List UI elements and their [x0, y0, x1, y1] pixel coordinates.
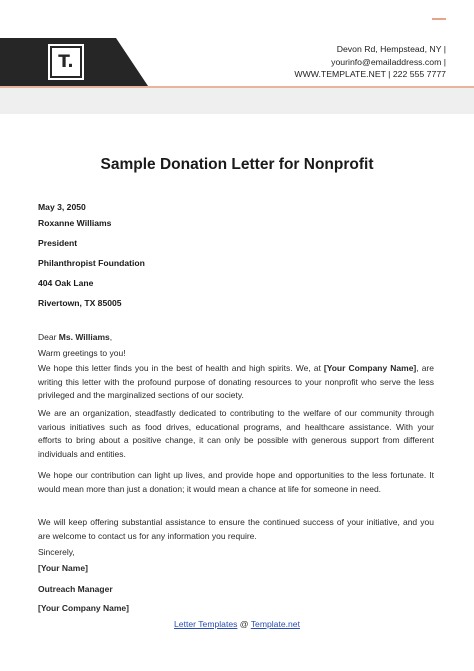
- footer-link-letter-templates[interactable]: Letter Templates: [174, 619, 238, 629]
- recipient-street: 404 Oak Lane: [38, 278, 94, 288]
- company-logo: [50, 46, 82, 78]
- letterhead: [0, 38, 474, 86]
- greeting: Warm greetings to you!: [38, 348, 126, 358]
- footer-separator: @: [237, 619, 251, 629]
- sender-name: [Your Name]: [38, 563, 88, 573]
- logo-letter: T.: [58, 52, 74, 72]
- letter-date: May 3, 2050: [38, 202, 86, 212]
- contact-email: yourinfo@emailaddress.com |: [331, 56, 446, 67]
- closing: Sincerely,: [38, 547, 75, 557]
- accent-dash: [432, 18, 446, 20]
- paragraph-1: [38, 362, 434, 403]
- paragraph-1-company: [Your Company Name]: [323, 363, 417, 373]
- header-gray-band: [0, 88, 474, 114]
- salutation-name: Ms. Williams: [58, 332, 110, 342]
- footer: [0, 619, 474, 629]
- sender-company: [Your Company Name]: [38, 603, 129, 613]
- paragraph-4: We will keep offering substantial assistance to ensure the continued success of your initiative, and you are welcome to contact us for any information you require.: [38, 517, 434, 541]
- salutation-prefix: Dear: [38, 332, 59, 342]
- page-title: Sample Donation Letter for Nonprofit: [100, 156, 374, 173]
- paragraph-2: We are an organization, steadfastly dedicated to contributing to the welfare of our community through various initiatives such as food drives, educational programs, and healthcare assistance. With your efforts to bring about a positive change, it can only be possible with generous support from different individuals and entities.: [38, 408, 434, 459]
- recipient-position: President: [38, 238, 78, 248]
- contact-address: Devon Rd, Hempstead, NY |: [336, 44, 446, 54]
- contact-website-phone: WWW.TEMPLATE.NET | 222 555 7777: [294, 69, 446, 79]
- contact-info: [294, 43, 446, 81]
- paragraph-3: We hope our contribution can light up lives, and provide hope and opportunities to the less fortunate. It would mean more than just a donation; it would mean a chance at life for someone in need.: [38, 470, 434, 494]
- sender-title: Outreach Manager: [38, 584, 113, 594]
- recipient-name: Roxanne Williams: [38, 218, 112, 228]
- footer-link-template-net[interactable]: Template.net: [250, 619, 300, 629]
- recipient-city: Rivertown, TX 85005: [38, 298, 122, 308]
- salutation: [38, 331, 434, 345]
- recipient-organization: Philanthropist Foundation: [38, 258, 145, 268]
- paragraph-1-end: , are writing this letter with the profound purpose of donating resources to your nonprofit who serve the less privileged and the marginalized sections of our society.: [38, 363, 434, 400]
- salutation-suffix: ,: [109, 332, 113, 342]
- paragraph-1-start: We hope this letter finds you in the best of health and high spirits. We, at: [38, 363, 324, 373]
